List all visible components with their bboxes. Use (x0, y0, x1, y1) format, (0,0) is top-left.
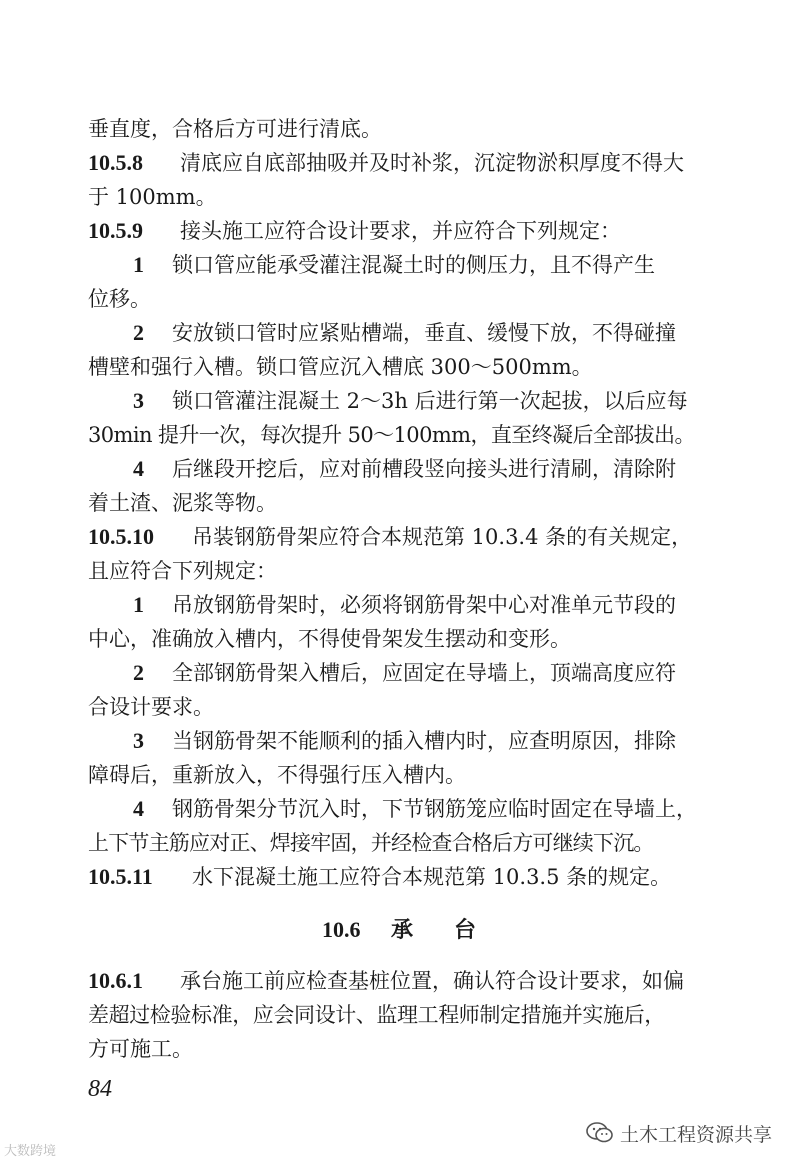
watermark-left: 大数跨境 (4, 1144, 57, 1159)
item-number: 2 (133, 320, 144, 345)
item-number: 4 (133, 796, 144, 821)
text-line: 且应符合下列规定： (88, 559, 277, 583)
text-line: 方可施工。 (88, 1037, 193, 1061)
text-line: 垂直度，合格后方可进行清底。 (88, 117, 382, 141)
text-line: 30min 提升一次，每次提升 50～100mm，直至终凝后全部拔出。 (88, 423, 695, 447)
text-line: 合设计要求。 (88, 695, 214, 719)
item-3: 3 锁口管灌注混凝土 2～3h 后进行第一次起拔，以后应每 (0, 384, 791, 418)
clause-10-6-1: 10.6.1 承台施工前应检查基桩位置，确认符合设计要求，如偏 (0, 964, 791, 998)
item-2: 2 全部钢筋骨架入槽后，应固定在导墙上，顶端高度应符 (0, 656, 791, 690)
wechat-icon (586, 1121, 614, 1150)
item-4: 4 钢筋骨架分节沉入时，下节钢筋笼应临时固定在导墙上， (0, 792, 791, 826)
watermark-text: 土木工程资源共享 (620, 1124, 773, 1146)
item-number: 1 (133, 592, 144, 617)
clause-10-5-8: 10.5.8 清底应自底部抽吸并及时补浆，沉淀物淤积厚度不得大 (0, 146, 791, 180)
text-line: 位移。 (88, 287, 151, 311)
clause-10-5-10: 10.5.10 吊装钢筋骨架应符合本规范第 10.3.4 条的有关规定， (0, 520, 791, 554)
clause-number: 10.5.9 (88, 218, 143, 243)
item-number: 3 (133, 728, 144, 753)
clause-10-5-9: 10.5.9 接头施工应符合设计要求，并应符合下列规定： (0, 214, 791, 248)
item-4: 4 后继段开挖后，应对前槽段竖向接头进行清刷，清除附 (0, 452, 791, 486)
text-line: 中心，准确放入槽内，不得使骨架发生摆动和变形。 (88, 627, 571, 651)
text-line: 于 100mm。 (88, 185, 217, 209)
clause-number: 10.5.8 (88, 150, 143, 175)
clause-number: 10.6.1 (88, 968, 143, 993)
page-number: 84 (88, 1076, 112, 1102)
section-number: 10.6 (322, 917, 361, 942)
section-title-char: 承 (391, 917, 414, 943)
text-line: 上下节主筋应对正、焊接牢固，并经检查合格后方可继续下沉。 (88, 831, 654, 855)
clause-10-6-2 (0, 1000, 791, 1034)
text-line: 障碍后，重新放入，不得强行压入槽内。 (88, 763, 466, 787)
text-line: 差超过检验标准，应会同设计、监理工程师制定措施并实施后， (88, 1003, 665, 1027)
watermark-right (586, 1120, 772, 1150)
clause-number: 10.5.10 (88, 524, 154, 549)
clause-10-5-11: 10.5.11 水下混凝土施工应符合本规范第 10.3.5 条的规定。 (0, 860, 791, 894)
section-heading (0, 910, 791, 950)
item-2: 2 安放锁口管时应紧贴槽端，垂直、缓慢下放，不得碰撞 (0, 316, 791, 350)
section-title-char: 台 (454, 917, 477, 943)
item-1: 1 锁口管应能承受灌注混凝土时的侧压力，且不得产生 (0, 248, 791, 282)
text-line: 槽壁和强行入槽。锁口管应沉入槽底 300～500mm。 (88, 355, 593, 379)
clause-number: 10.5.11 (88, 864, 153, 889)
item-number: 1 (133, 252, 144, 277)
text-line: 着土渣、泥浆等物。 (88, 491, 277, 515)
item-1: 1 吊放钢筋骨架时，必须将钢筋骨架中心对准单元节段的 (0, 588, 791, 622)
item-number: 3 (133, 388, 144, 413)
item-number: 4 (133, 456, 144, 481)
item-number: 2 (133, 660, 144, 685)
item-3: 3 当钢筋骨架不能顺利的插入槽内时，应查明原因，排除 (0, 724, 791, 758)
